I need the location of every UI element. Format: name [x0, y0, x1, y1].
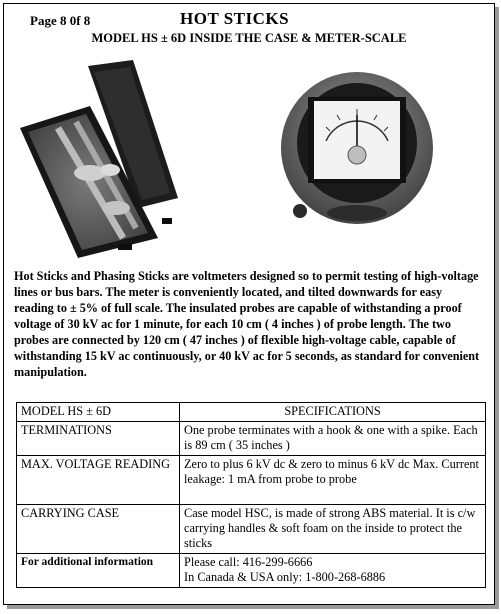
row-value: One probe terminates with a hook & one with a spike. Each is 89 cm ( 35 inches )	[180, 422, 486, 456]
page-number: Page 8 0f 8	[30, 13, 91, 28]
meter-scale-photo	[280, 71, 434, 225]
row-label: CARRYING CASE	[17, 505, 180, 554]
table-row	[17, 422, 486, 456]
table-header-row	[17, 403, 486, 422]
table-row	[17, 554, 486, 588]
row-label: TERMINATIONS	[17, 422, 180, 456]
page-frame	[3, 3, 495, 605]
table-row	[17, 456, 486, 505]
description-paragraph: Hot Sticks and Phasing Sticks are voltmeters designed so to permit testing of high-voltage lines or bus bars. The meter is conveniently located, and tilted downwards for easy reading to ± 5% of full scale. The insulated probes are capable of withstanding a proof voltage of 30 kV ac for 1 minute, for each 10 cm ( 4 inches ) of probe length. The two probes are connected by 120 cm ( 47 inches ) of flexible high-voltage cable, capable of withstanding 15 kV ac continuously, or 40 kV ac for 5 seconds, as standard for convenient manipulation.	[14, 269, 480, 379]
row-label: MAX. VOLTAGE READING	[17, 456, 180, 505]
spec-table	[16, 402, 486, 588]
header-model: MODEL HS ± 6D	[17, 403, 180, 422]
table-row	[17, 505, 486, 554]
row-value: Case model HSC, is made of strong ABS material. It is c/w carrying handles & soft foam on the inside to protect the sticks	[180, 505, 486, 554]
row-label: For additional information	[17, 554, 180, 588]
row-value: Zero to plus 6 kV dc & zero to minus 6 kV dc Max. Current leakage: 1 mA from probe to probe	[180, 456, 486, 505]
page-subtitle: MODEL HS ± 6D INSIDE THE CASE & METER-SCALE	[91, 31, 407, 45]
case-photo	[18, 58, 198, 258]
page-title: HOT STICKS	[180, 9, 290, 28]
row-value: Please call: 416-299-6666 In Canada & USA only: 1-800-268-6886	[180, 554, 486, 588]
header-specifications: SPECIFICATIONS	[180, 403, 486, 422]
